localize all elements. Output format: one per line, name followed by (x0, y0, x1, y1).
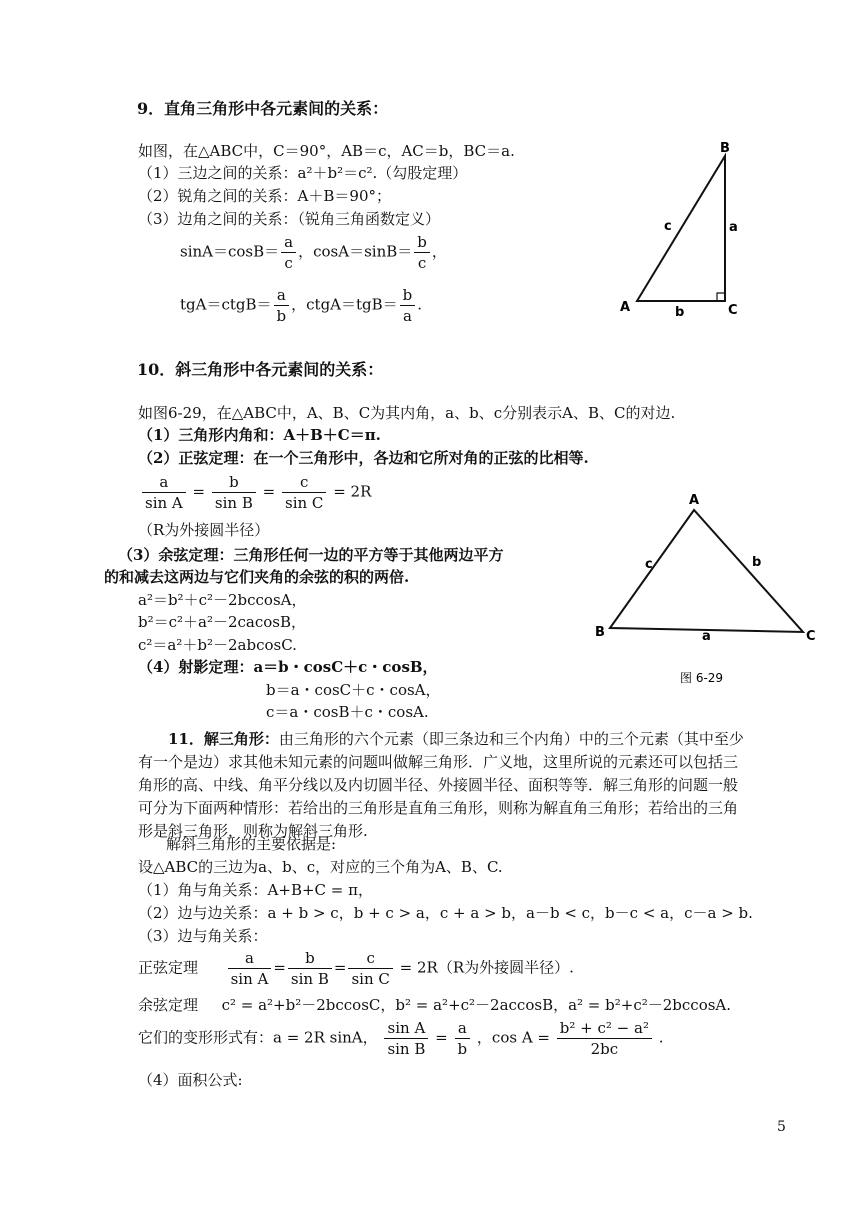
s11-sine-law: 正弦定理 $\frac{a}{\text{sin A}}$ = $\frac{b}{\text{sin B}}$ = $\frac{c}{\text{sin C}}$ = 2R（R为外接圆半径）. (138, 949, 574, 988)
oblique-triangle-shape (610, 510, 803, 632)
cosine-law-text: c² = a²+b²－2bccosC，b² = a²+c²－2accosB，a² = b²+c²－2bccosA. (221, 996, 732, 1014)
s9-item3: （3）边角之间的关系：（锐角三角函数定义） (138, 210, 441, 228)
fig1-label-a: a (729, 220, 738, 235)
s11-para-text: 由三角形的六个元素（即三条边和三个内角）中的三个元素（其中至少有一个是边）求其他未知元素的问题叫做解三角形．广义地，这里所说的元素还可以包括三角形的高、中线、角平分线以及内切圆半径、外接圆半径、面积等等．解三角形的问题一般可分为下面两种情形：若给出的三角形是直角三角形，则称为解直角三角形；若给出的三角形是斜三角形，则称为解斜三角形. (138, 730, 744, 840)
section-9-heading: 9．直角三角形中各元素间的关系： (137, 99, 389, 118)
s11-cosine-law (138, 995, 731, 1015)
fig1-label-C: C (728, 303, 738, 318)
s11-r1: （1）角与角关系：A+B+C = π， (138, 881, 373, 899)
section-10-heading: 10．斜三角形中各元素间的关系： (137, 360, 384, 379)
s10-item3b: 的和减去这两边与它们夹角的余弦的积的两倍. (104, 568, 410, 586)
fig2-caption: 图 6-29 (680, 671, 724, 685)
s11-setup: 设△ABC的三边为a、b、c，对应的三个角为A、B、C. (138, 858, 503, 876)
right-angle-mark (717, 293, 725, 301)
right-triangle-figure (612, 138, 752, 318)
frac-a-over-b: $\frac{a}{b}$ (274, 285, 290, 326)
oblique-triangle-figure (590, 488, 830, 688)
s9-tg-lhs: tgA＝ctgB＝ (180, 295, 272, 314)
s10-proj1: （4）射影定理：a＝b・cosC＋c・cosB， (138, 658, 438, 676)
section-11-heading: 11．解三角形： (168, 730, 279, 748)
s10-proj3: c＝a・cosB＋c・cosA. (266, 703, 429, 721)
fig2-label-a: a (702, 629, 711, 644)
s10-intro: 如图6-29，在△ABC中，A、B、C为其内角，a、b、c分别表示A、B、C的对边. (138, 404, 676, 422)
s10-cos1: a²＝b²＋c²－2bccosA， (138, 591, 307, 609)
s10-note-R: （R为外接圆半径） (138, 521, 270, 539)
s11-variants: 它们的变形形式有：a = 2R sinA， $\frac{\text{sin A}}{\text{sin B}}$ = $\frac{a}{b}$ ，cos A = $\frac{\text{b² + c² − a²}}{2bc}$ . (138, 1019, 664, 1058)
variants-label: 它们的变形形式有：a = 2R sinA， (138, 1028, 378, 1047)
fig1-label-c: c (664, 219, 672, 234)
variant-sin-ratio: $\frac{\text{sin A}}{\text{sin B}}$ (384, 1018, 428, 1059)
sine-law-rhs: = 2R（R为外接圆半径）. (399, 958, 574, 977)
s9-item1: （1）三边之间的关系：a²＋b²＝c².（勾股定理） (138, 164, 468, 182)
s9-ctg-lhs: ，ctgA＝tgB＝ (291, 295, 398, 314)
variant-cos-label: ，cos A = (476, 1028, 550, 1047)
s10-item3a: （3）余弦定理：三角形任何一边的平方等于其他两边平方 (118, 546, 504, 564)
law-rhs: = 2R (333, 482, 372, 501)
s11-r4: （4）面积公式: (138, 1071, 243, 1089)
law-frac-a: $\frac{a}{\text{sin A}}$ (142, 472, 186, 513)
s10-item1: （1）三角形内角和：A＋B＋C＝π. (138, 426, 381, 444)
s10-proj2: b＝a・cosC＋c・cosA， (266, 681, 441, 699)
s9-item2: （2）锐角之间的关系：A＋B＝90°； (138, 187, 391, 205)
s9-intro: 如图，在△ABC中，C＝90°，AB＝c，AC＝b，BC＝a. (138, 142, 515, 160)
variant-cos-frac: $\frac{\text{b² + c² − a²}}{2bc}$ (557, 1018, 652, 1059)
fig1-label-B: B (720, 141, 730, 156)
variant-a-over-b: $\frac{a}{b}$ (455, 1018, 471, 1059)
frac-a-over-c: $\frac{a}{c}$ (281, 232, 296, 273)
s9-sin-formula: sinA＝cosB＝ $\frac{a}{c}$ ，cosA＝sinB＝ $\frac{b}{c}$ ， (180, 233, 447, 272)
fig1-label-A: A (620, 300, 631, 315)
fig1-label-b: b (675, 305, 685, 318)
s11-r2: （2）边与边关系：a + b > c，b + c > a，c + a > b，a－b < c，b－c < a，c－a > b. (138, 904, 753, 922)
s10-cos3: c²＝a²＋b²－2abcosC. (138, 636, 297, 654)
right-triangle-shape (637, 156, 725, 301)
s9-cos-lhs: ，cosA＝sinB＝ (298, 242, 413, 261)
s10-sine-law: $\frac{a}{\text{sin A}}$ = $\frac{b}{\text{sin B}}$ = $\frac{c}{\text{sin C}}$ = 2R (140, 472, 371, 513)
s10-item2: （2）正弦定理：在一个三角形中，各边和它所对角的正弦的比相等. (138, 449, 589, 467)
s11-basis: 解斜三角形的主要依据是: (166, 835, 337, 853)
s9-sin-lhs: sinA＝cosB＝ (180, 242, 280, 261)
s10-cos2: b²＝c²＋a²－2cacosB， (138, 613, 307, 631)
frac-b-over-c: $\frac{b}{c}$ (414, 232, 430, 273)
fig2-label-B: B (595, 625, 605, 640)
fig2-label-b: b (752, 555, 762, 570)
s11-r3: （3）边与角关系： (138, 927, 268, 945)
fig2-label-c: c (645, 557, 653, 572)
law-frac-c: $\frac{c}{\text{sin C}}$ (282, 472, 326, 513)
s9-tg-formula: tgA＝ctgB＝ $\frac{a}{b}$ ，ctgA＝tgB＝ $\frac{b}{a}$ . (180, 286, 423, 325)
fig2-label-A: A (689, 493, 700, 508)
law-frac-b: $\frac{b}{\text{sin B}}$ (212, 472, 256, 513)
fig2-label-C: C (806, 629, 816, 644)
sine-law-label: 正弦定理 (138, 958, 199, 977)
page-number: 5 (777, 1119, 786, 1135)
s11-paragraph (138, 728, 748, 843)
frac-b-over-a: $\frac{b}{a}$ (400, 285, 416, 326)
cosine-law-label: 余弦定理 (138, 996, 199, 1014)
